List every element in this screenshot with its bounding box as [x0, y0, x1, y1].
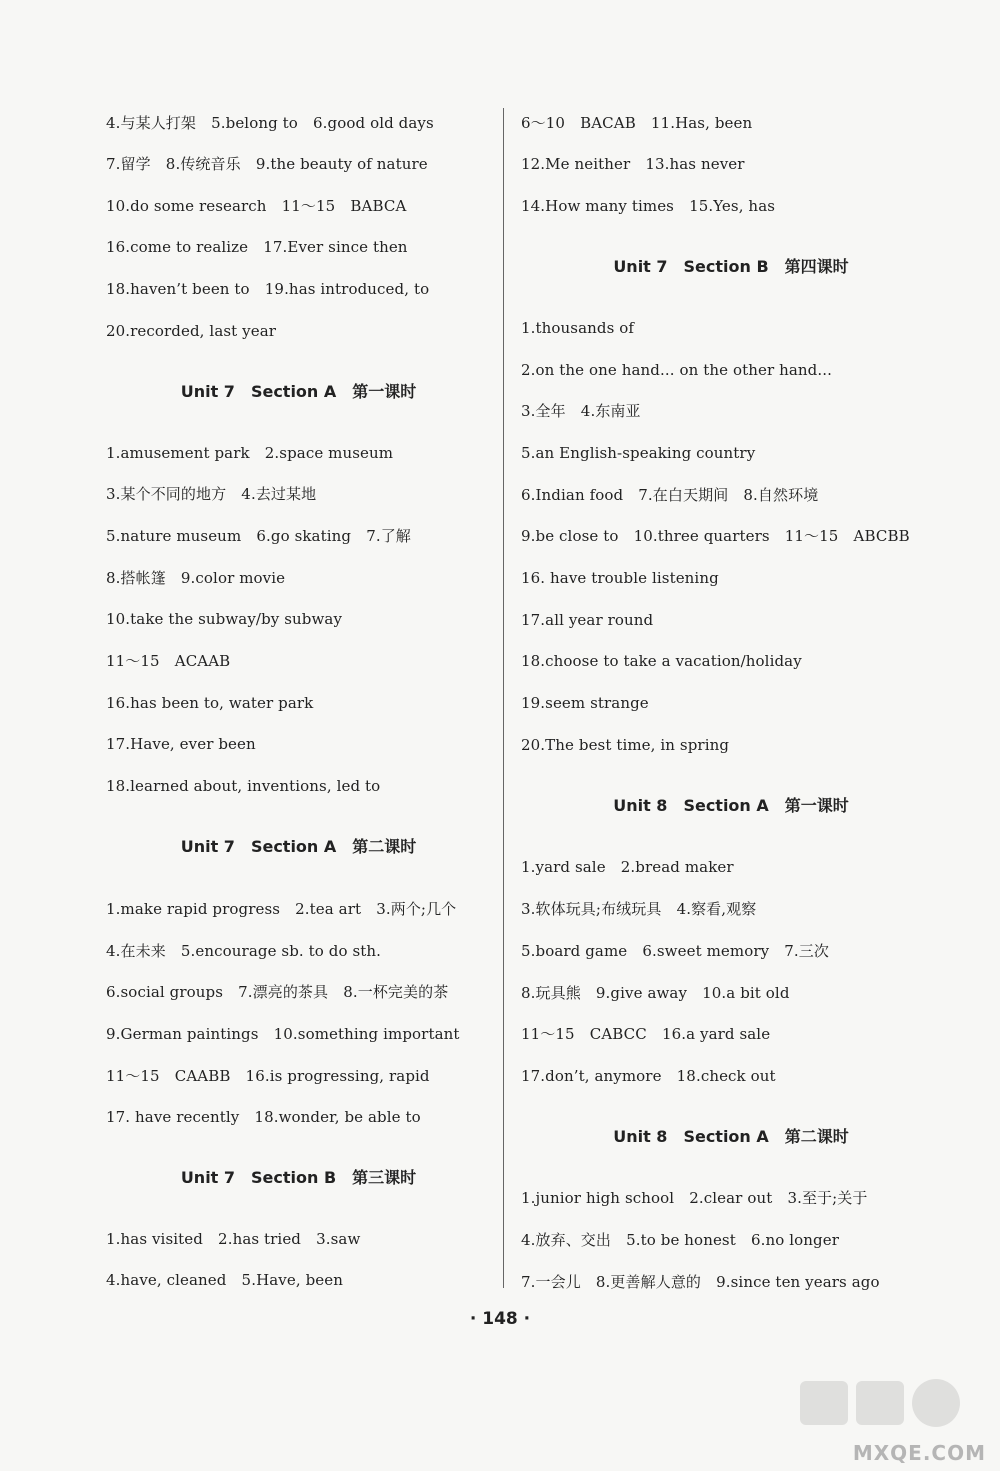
answer-line: 18.learned about, inventions, led to: [106, 777, 381, 795]
answer-line: 1.yard sale 2.bread maker: [521, 858, 734, 876]
answer-line: 8.搭帐篷 9.color movie: [106, 569, 286, 587]
watermark-text: MXQE.COM: [852, 1441, 986, 1465]
answer-line: 16.come to realize 17.Ever since then: [106, 238, 408, 256]
section-heading: Unit 7 Section B 第四课时: [613, 257, 849, 276]
answer-line: 16. have trouble listening: [521, 569, 719, 587]
answer-line: 17. have recently 18.wonder, be able to: [106, 1108, 421, 1126]
answer-line: 17.all year round: [521, 611, 654, 629]
answer-line: 1.amusement park 2.space museum: [106, 444, 394, 462]
answer-line: 4.放弃、交出 5.to be honest 6.no longer: [521, 1231, 839, 1249]
answer-line: 3.全年 4.东南亚: [521, 402, 641, 420]
section-heading: Unit 8 Section A 第一课时: [613, 796, 849, 815]
answer-line: 5.an English-speaking country: [521, 444, 756, 462]
answer-line: 20.recorded, last year: [106, 322, 277, 340]
answer-line: 4.与某人打架 5.belong to 6.good old days: [106, 114, 434, 132]
answer-line: 19.seem strange: [521, 694, 649, 712]
answer-line: 20.The best time, in spring: [521, 736, 730, 754]
answer-line: 11～15 CAABB 16.is progressing, rapid: [106, 1067, 430, 1085]
answer-line: 3.软体玩具;布绒玩具 4.察看,观察: [521, 900, 757, 918]
answer-line: 11～15 ACAAB: [106, 652, 231, 670]
answer-line: 5.nature museum 6.go skating 7.了解: [106, 527, 411, 545]
answer-line: 11～15 CABCC 16.a yard sale: [521, 1025, 771, 1043]
section-heading: Unit 7 Section A 第二课时: [180, 837, 417, 856]
answer-line: 7.一会儿 8.更善解人意的 9.since ten years ago: [521, 1273, 880, 1291]
answer-line: 4.在未来 5.encourage sb. to do sth.: [106, 942, 382, 960]
answer-line: 6.social groups 7.漂亮的茶具 8.一杯完美的茶: [106, 983, 449, 1001]
answer-line: 3.某个不同的地方 4.去过某地: [106, 485, 317, 503]
section-heading: Unit 8 Section A 第二课时: [613, 1127, 849, 1146]
answer-line: 8.玩具熊 9.give away 10.a bit old: [521, 984, 790, 1002]
answer-line: 1.make rapid progress 2.tea art 3.两个;几个: [106, 900, 457, 918]
answer-line: 6.Indian food 7.在白天期间 8.自然环境: [521, 486, 819, 504]
answer-line: 10.do some research 11～15 BABCA: [106, 197, 407, 215]
answer-line: 10.take the subway/by subway: [106, 610, 343, 628]
section-heading: Unit 7 Section A 第一课时: [180, 382, 417, 401]
answer-line: 1.junior high school 2.clear out 3.至于;关于: [521, 1189, 868, 1207]
answer-line: 4.have, cleaned 5.Have, been: [106, 1271, 343, 1289]
answer-line: 6～10 BACAB 11.Has, been: [521, 114, 753, 132]
answer-line: 14.How many times 15.Yes, has: [521, 197, 776, 215]
answer-line: 5.board game 6.sweet memory 7.三次: [521, 942, 829, 960]
answer-line: 1.thousands of: [521, 319, 635, 337]
answer-line: 12.Me neither 13.has never: [521, 155, 745, 173]
answer-line: 17.don’t, anymore 18.check out: [521, 1067, 776, 1085]
answer-line: 2.on the one hand... on the other hand...: [521, 361, 832, 379]
page-number: · 148 ·: [469, 1309, 531, 1329]
answer-line: 18.choose to take a vacation/holiday: [521, 652, 802, 670]
section-heading: Unit 7 Section B 第三课时: [180, 1168, 417, 1187]
answer-line: 7.留学 8.传统音乐 9.the beauty of nature: [106, 155, 428, 173]
answer-line: 9.be close to 10.three quarters 11～15 ABCBB: [521, 527, 910, 545]
column-divider: [503, 108, 504, 1288]
answer-line: 16.has been to, water park: [106, 694, 314, 712]
answer-line: 9.German paintings 10.something important: [106, 1025, 460, 1043]
answer-line: 1.has visited 2.has tried 3.saw: [106, 1230, 361, 1248]
answer-line: 17.Have, ever been: [106, 735, 256, 753]
answer-line: 18.haven’t been to 19.has introduced, to: [106, 280, 430, 298]
